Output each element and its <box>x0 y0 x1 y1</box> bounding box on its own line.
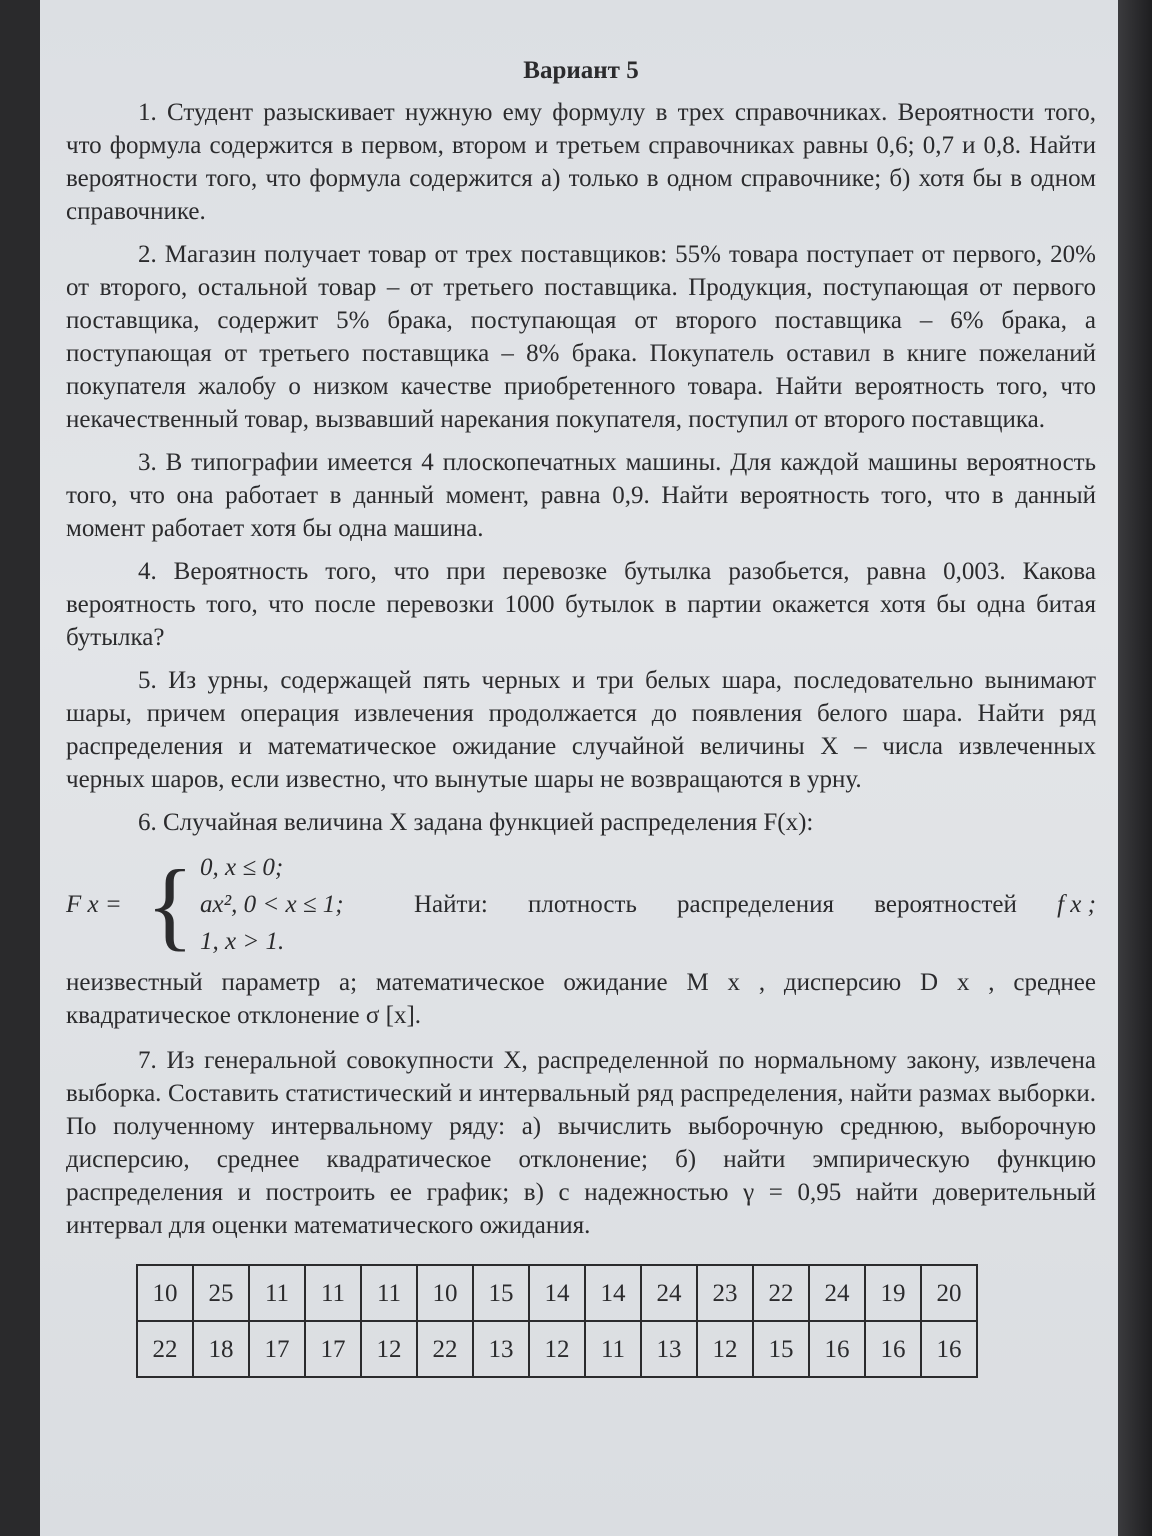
table-cell: 16 <box>809 1321 865 1377</box>
find-word: f x ; <box>1057 891 1096 918</box>
find-word: распределения <box>677 891 835 918</box>
distribution-function-formula <box>66 849 1096 960</box>
document-page <box>66 54 1096 1378</box>
table-cell: 13 <box>641 1321 697 1377</box>
table-cell: 13 <box>473 1321 529 1377</box>
table-cell: 18 <box>193 1321 249 1377</box>
formula-lhs: F x = <box>66 891 122 918</box>
table-cell: 24 <box>809 1265 865 1321</box>
table-cell: 14 <box>585 1265 641 1321</box>
sample-table <box>136 1264 978 1378</box>
formula-case: ax², 0 < x ≤ 1; <box>200 891 344 918</box>
table-cell: 15 <box>753 1321 809 1377</box>
variant-title: Вариант 5 <box>523 57 639 84</box>
formula-find-text <box>390 888 1096 921</box>
table-cell: 23 <box>697 1265 753 1321</box>
table-cell: 25 <box>193 1265 249 1321</box>
table-cell: 11 <box>305 1265 361 1321</box>
task-5: 5. Из урны, содержащей пять черных и три белых шара, последовательно вынимают шары, причем операция извлечения продолжается до появления белого шара. Найти ряд распределения и математическое ожидание случайной величины X – числа извлеченных черных шаров, если известно, что вынутые шары не возвращаются в урну. <box>66 667 1096 793</box>
table-cell: 12 <box>529 1321 585 1377</box>
task-6-continuation: неизвестный параметр a; математическое ожидание M x , дисперсию D x , среднее квадратическое отклонение σ [x]. <box>66 969 1096 1029</box>
table-cell: 10 <box>417 1265 473 1321</box>
formula-cases <box>200 849 390 960</box>
table-cell: 12 <box>361 1321 417 1377</box>
task-1: 1. Студент разыскивает нужную ему формулу в трех справочниках. Вероятности того, что формула содержится в первом, втором и третьем справочниках равны 0,6; 0,7 и 0,8. Найти вероятности того, что формула содержится а) только в одном справочнике; б) хотя бы в одном справочнике. <box>66 99 1096 225</box>
table-cell: 16 <box>921 1321 977 1377</box>
table-cell: 12 <box>697 1321 753 1377</box>
find-word: вероятностей <box>874 891 1017 918</box>
table-cell: 20 <box>921 1265 977 1321</box>
formula-case: 1, x > 1. <box>200 928 285 955</box>
table-cell: 17 <box>305 1321 361 1377</box>
table-cell: 22 <box>417 1321 473 1377</box>
device-frame <box>1118 0 1152 1536</box>
find-word: Найти: <box>414 891 488 918</box>
table-cell: 15 <box>473 1265 529 1321</box>
table-cell: 11 <box>585 1321 641 1377</box>
formula-case: 0, x ≤ 0; <box>200 854 284 881</box>
table-cell: 22 <box>753 1265 809 1321</box>
task-7: 7. Из генеральной совокупности X, распределенной по нормальному закону, извлечена выборка. Составить статистический и интервальный ряд распределения, найти размах выборки. По полученному интервальному ряду: а) вычислить выборочную среднюю, выборочную дисперсию, среднее квадратическое отклонение; б) найти эмпирическую функцию распределения и построить ее график; в) с надежностью γ = 0,95 найти доверительный интервал для оценки математического ожидания. <box>66 1047 1096 1239</box>
task-2: 2. Магазин получает товар от трех поставщиков: 55% товара поступает от первого, 20% от второго, остальной товар – от третьего поставщика. Продукция, поступающая от первого поставщика, содержит 5% брака, поступающая от второго поставщика – 6% брака, а поступающая от третьего поставщика – 8% брака. Покупатель оставил в книге пожеланий покупателя жалобу о низком качестве приобретенного товара. Найти вероятность того, что некачественный товар, вызвавший нарекания покупателя, поступил от второго поставщика. <box>66 241 1096 433</box>
table-cell: 16 <box>865 1321 921 1377</box>
table-cell: 14 <box>529 1265 585 1321</box>
table-row <box>137 1265 977 1321</box>
table-cell: 19 <box>865 1265 921 1321</box>
task-3: 3. В типографии имеется 4 плоскопечатных машины. Для каждой машины вероятность того, что она работает в данный момент, равна 0,9. Найти вероятность того, что в данный момент работает хотя бы одна машина. <box>66 449 1096 542</box>
table-row <box>137 1321 977 1377</box>
task-4: 4. Вероятность того, что при перевозке бутылка разобьется, равна 0,003. Какова вероятность того, что после перевозки 1000 бутылок в партии окажется хотя бы одна битая бутылка? <box>66 558 1096 651</box>
table-cell: 22 <box>137 1321 193 1377</box>
table-cell: 24 <box>641 1265 697 1321</box>
table-cell: 11 <box>249 1265 305 1321</box>
find-word: плотность <box>527 891 637 918</box>
table-cell: 10 <box>137 1265 193 1321</box>
table-cell: 11 <box>361 1265 417 1321</box>
formula-brace: { <box>146 848 194 960</box>
task-6: 6. Случайная величина X задана функцией распределения F(x): <box>138 809 814 836</box>
table-cell: 17 <box>249 1321 305 1377</box>
